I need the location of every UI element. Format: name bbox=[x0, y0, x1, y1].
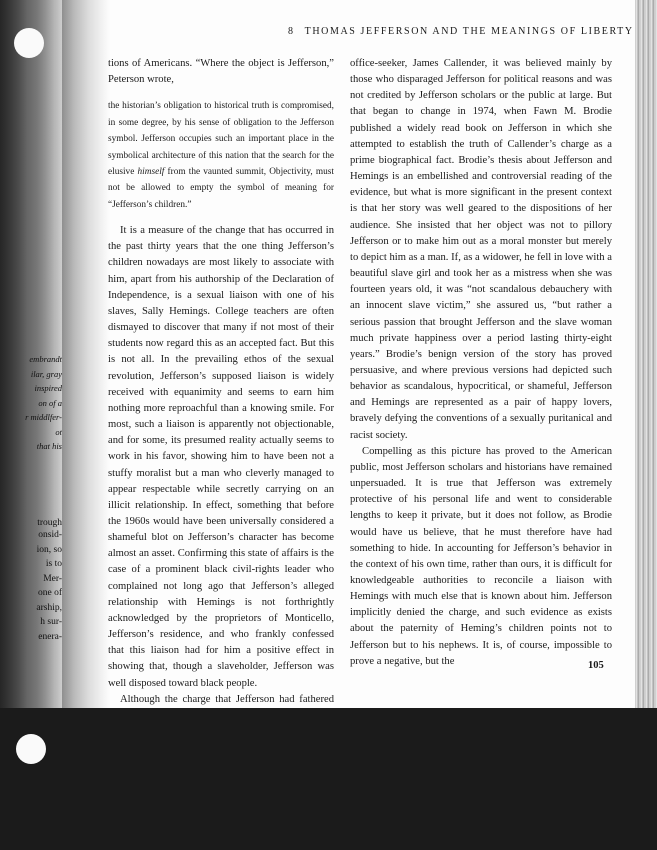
previous-page-strip bbox=[0, 0, 68, 710]
fragment-line: inspired bbox=[34, 383, 62, 393]
paragraph: Compelling as this picture has proved to the American public, most Jefferson scholars and historians have remained unpersuaded. It is true that Jefferson was extremely protective of his personal life and went to considerable lengths to keep it private, but it does not follow, as Brodie would have us believe, that he must therefore have had something to hide. In accounting for Jefferson’s behavior in the context of his own time, rather than ours, it is difficult for knowledgeable authorities to reconcile a liaison with Hemings with much else that is known about him. Jefferson implicitly denied the charge, and such evidence as exists about the paternity of Heming’s children points not to Jefferson but to his nephews. It is, of course, impossible to prove a negative, but the bbox=[350, 445, 612, 667]
fragment-line: one of bbox=[37, 588, 62, 598]
book-gutter-shadow bbox=[62, 0, 110, 710]
fragment-line: h sur- bbox=[40, 617, 62, 627]
fragment-line: ilar, gray bbox=[30, 368, 62, 379]
fragment-line: ion, so bbox=[36, 544, 62, 555]
fragment-line: embrandt bbox=[29, 354, 62, 364]
fragment-line: that his bbox=[36, 441, 62, 451]
header-page-number: 8 bbox=[288, 26, 295, 37]
fragment-line: trough bbox=[37, 518, 62, 529]
intro-line: tions of Americans. “Where the object is Jefferson,” Peterson wrote, bbox=[108, 58, 334, 86]
fragment-line: is to bbox=[45, 559, 62, 569]
page-stack-edge bbox=[635, 0, 657, 710]
fragment-line: on of a bbox=[38, 397, 62, 408]
fragment-line: arship, bbox=[36, 602, 62, 613]
punch-hole bbox=[14, 28, 44, 58]
book-page bbox=[108, 20, 634, 705]
previous-page-caption-fragment bbox=[0, 352, 62, 454]
paragraph: office-seeker, James Callender, it was believed mainly by those who disparaged Jefferson for political reasons and was not credited by Jefferson scholars or the public at large. But that began to change in 1974, when Fawn M. Brodie published a widely read book on Jefferson in which she attempted to establish the truth of Callender’s charge as a prime biographical fact. Brodie’s thesis about Jefferson and Hemings is an embellished and controversial reading of the evidence, but what is more significant in the present context is that her story was well geared to the dispositions of her audience. She insisted that her object was not to pillory Jefferson or to make him out as a moral monster but merely to depict him as a man. If, as a widower, he fell in love with a beautiful slave girl and took her as a mistress when she was fourteen years old, it was “not scandalous debauchery with an innocent slave victim,” she assured us, “but rather a serious passion that brought Jefferson and the slave woman much private happiness over a period lasting thirty-eight years.” Brodie’s benign version of the story has proved persuasive, and where previous versions had depicted such behavior as scandalous, hypocritical, or shameful, Jefferson and Hemings are represented as a pair of happy lovers, bravely defying the conventions of a sexually puritanical and racist society. bbox=[350, 58, 612, 441]
left-column bbox=[108, 56, 334, 740]
fragment-line: r middlfer- bbox=[25, 412, 62, 422]
scanner-bottom-margin bbox=[0, 708, 657, 850]
fragment-line: ot bbox=[55, 426, 62, 437]
right-column bbox=[350, 56, 612, 670]
running-title: THOMAS JEFFERSON AND THE MEANINGS OF LIBERTY bbox=[304, 26, 634, 37]
previous-page-text-fragment bbox=[0, 488, 62, 531]
punch-hole bbox=[16, 734, 46, 764]
fragment-line: Mer- bbox=[43, 573, 62, 584]
block-quote: the historian’s obligation to historical truth is compromised, in some degree, by his sense of obligation to the Jefferson symbol. Jefferson occupies such an important place in the symbolical architecture of this nation that the search for the elusive himself from the vaunted summit, Objectivity, must not be allowed to empty the symbol of meaning for “Jefferson’s children.” bbox=[108, 101, 334, 210]
previous-page-text-fragment bbox=[0, 528, 62, 644]
page-folio: 105 bbox=[588, 660, 604, 671]
paragraph: Although the charge that Jefferson had fathered bbox=[120, 693, 334, 705]
paragraph: It is a measure of the change that has occurred in the past thirty years that the one thing Jefferson’s children nowadays are most likely to associate with him, apart from his authorship of the Declaration of Independence, is a sexual liaison with one of his slaves, Sally Hemings. College teachers are often dismayed to discover that many if not most of their students now regard this as an accepted fact. But this is not all. In the prevailing ethos of the sexual revolution, Jefferson’s supposed liaison is widely received with equanimity and seems to earn him nothing more reproachful than a knowing smile. For most, such a liaison is apparently not objectionable, and for some, its presumed reality actually seems to work in his favor, showing him to have been not a stuffy moralist but a man who cleverly managed to appear respectable while secretly carrying on an illicit relationship. In effect, something that before the 1960s would have been universally considered a shameful blot on Jefferson’s character has become almost an asset. Confirming this state of affairs is the case of a prominent black civil-rights leader who complained not long ago that Jefferson’s alleged relationship with Hemings is not forthrightly acknowledged by the proprietors of Monticello, Jefferson’s residence, and who frankly confessed that this liaison had for him a positive effect in showing that, though a slaveholder, Jefferson was well disposed toward black people. bbox=[108, 225, 334, 689]
fragment-line bbox=[0, 502, 62, 516]
fragment-line: enera- bbox=[38, 631, 62, 642]
italic-word: himself bbox=[137, 166, 165, 177]
running-header bbox=[288, 26, 634, 37]
fragment-line bbox=[0, 488, 62, 502]
fragment-line: onsid- bbox=[38, 530, 62, 540]
